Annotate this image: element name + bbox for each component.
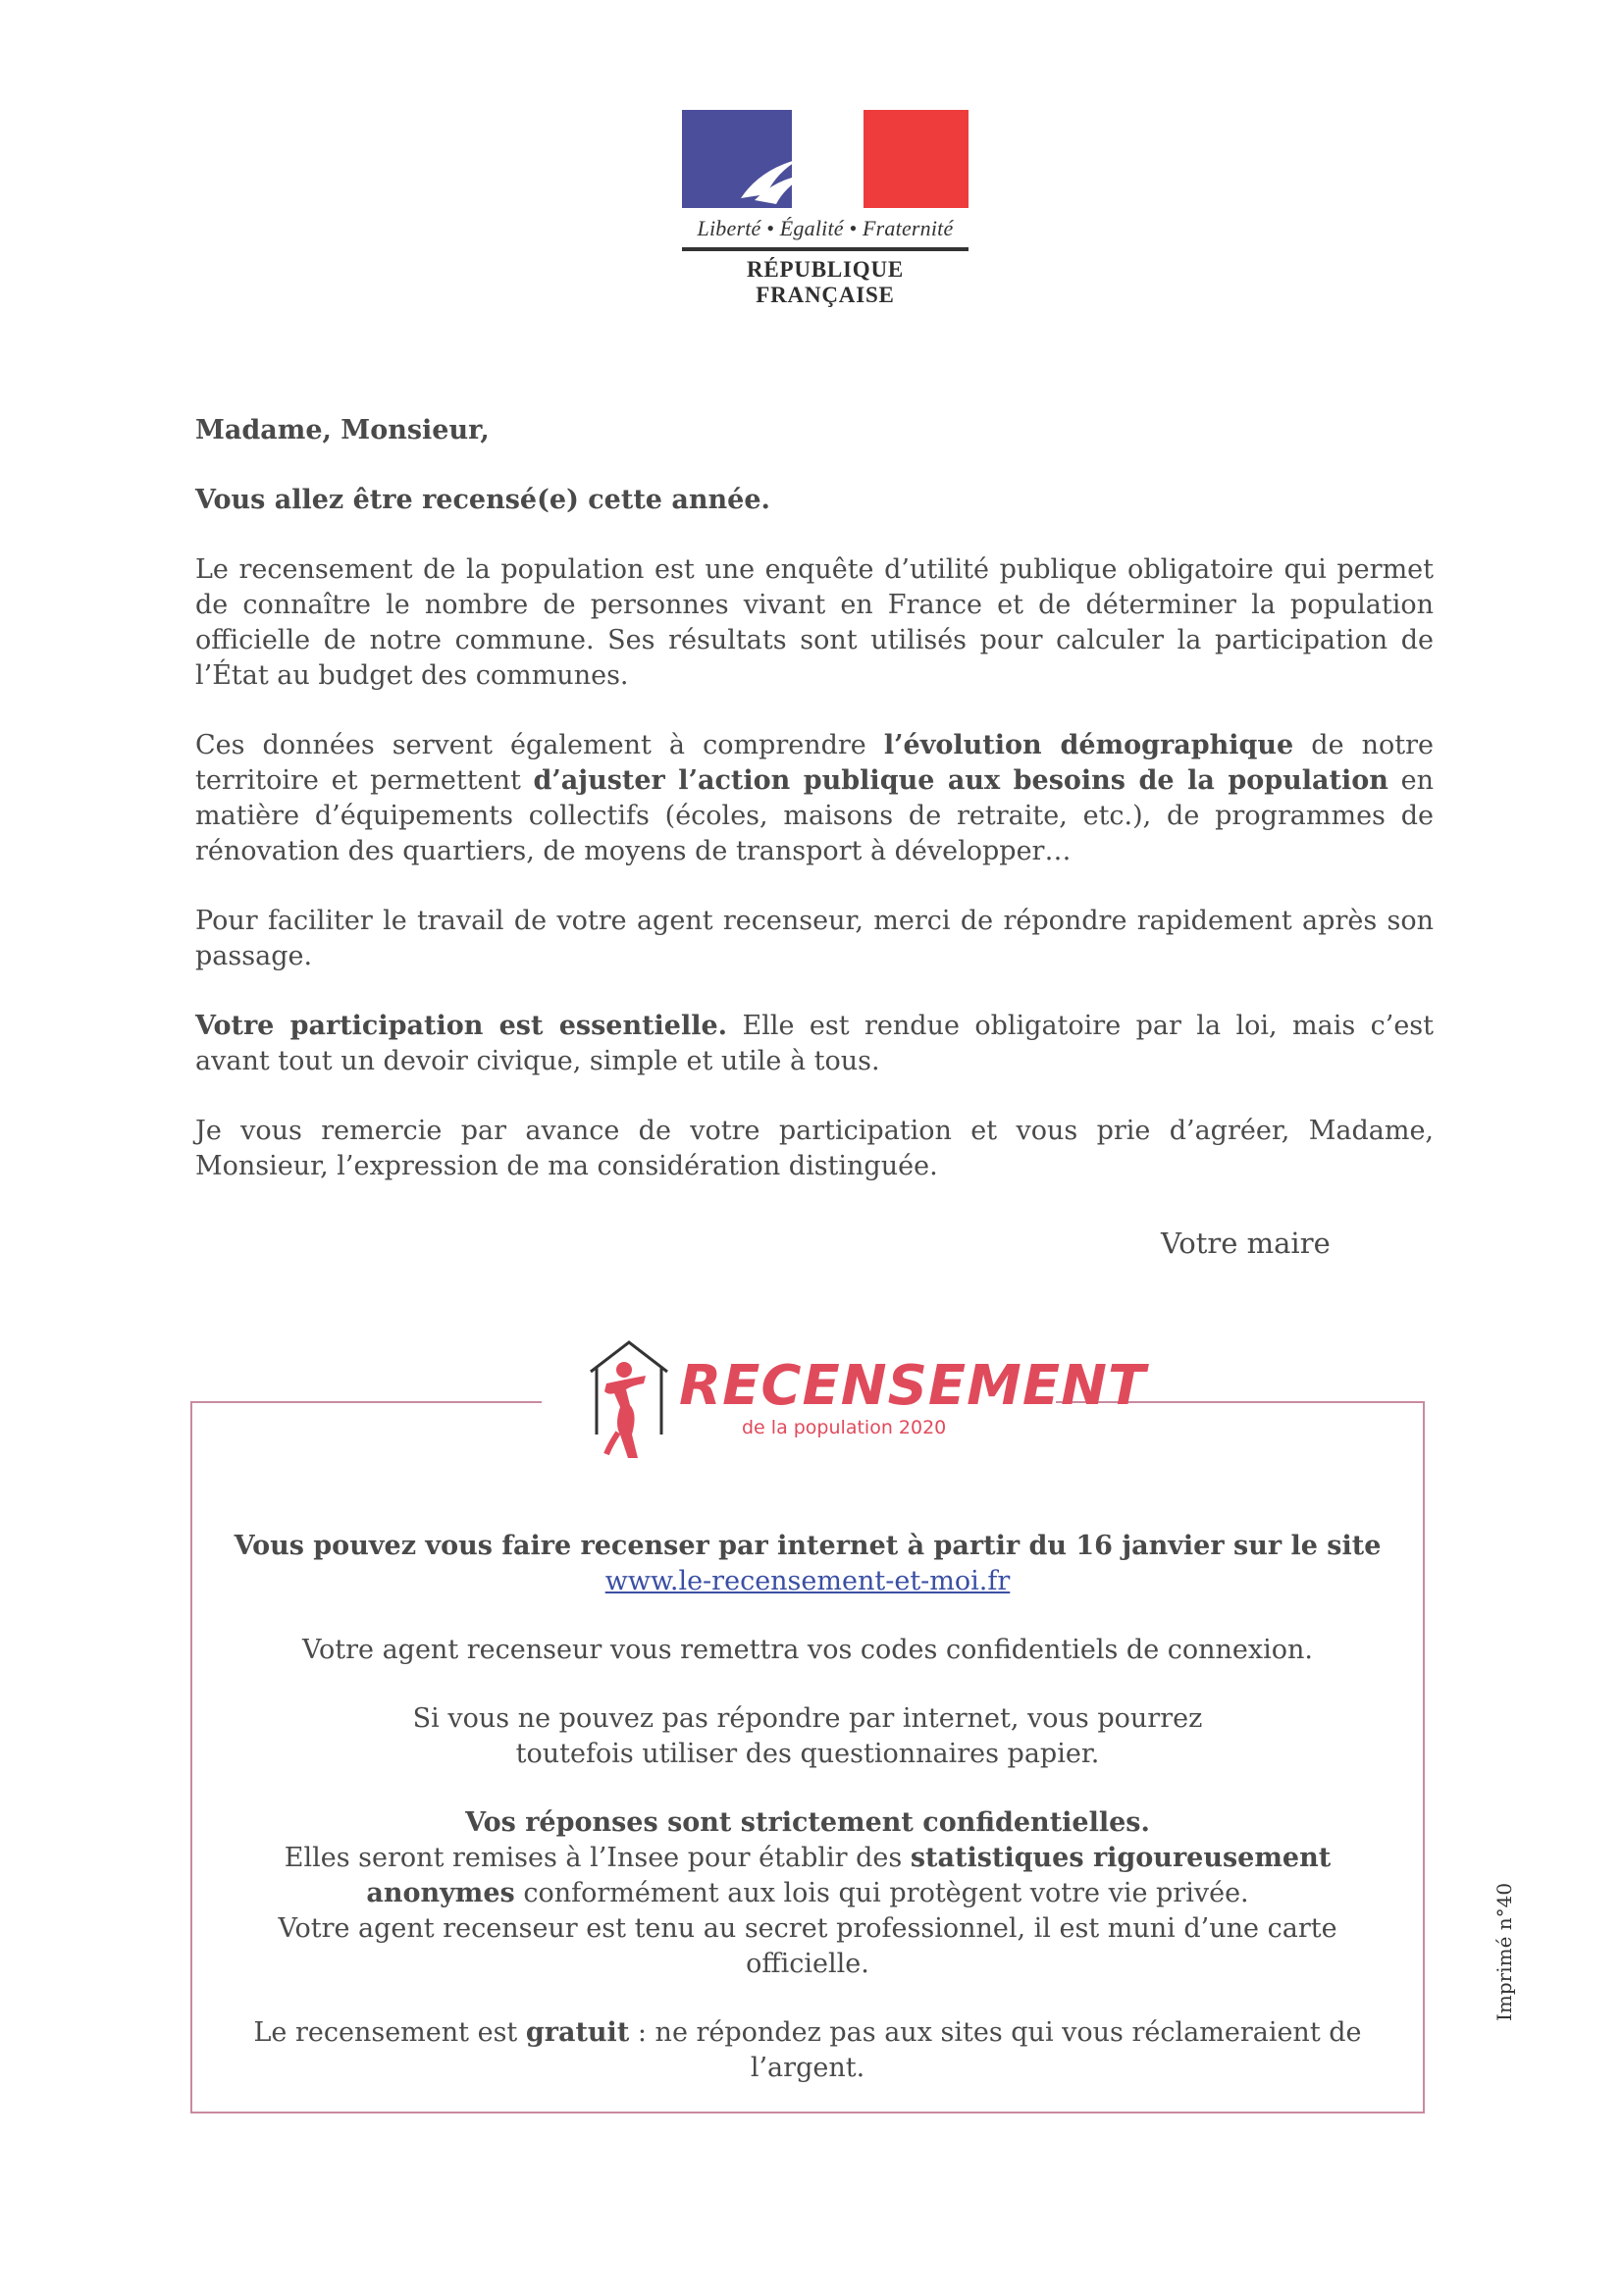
paragraph-agent: Pour faciliter le travail de votre agent recenseur, merci de répondre rapidement après son passage.: [195, 906, 1434, 971]
codes-notice: Votre agent recenseur vous remettra vos codes confidentiels de connexion.: [301, 1635, 1313, 1665]
census-details: [216, 1529, 1399, 2119]
internet-notice: Vous pouvez vous faire recenser par internet à partir du 16 janvier sur le site www.le-recensement-et-moi.fr: [234, 1531, 1382, 1596]
logo-divider: [682, 247, 969, 251]
census-website-link[interactable]: www.le-recensement-et-moi.fr: [604, 1566, 1011, 1596]
signature: Votre maire: [1161, 1226, 1331, 1260]
paragraph-closing: Je vous remercie par avance de votre participation et vous prie d’agréer, Madame, Monsieur, l’expression de ma considération distinguée.: [195, 1116, 1434, 1181]
motto: Liberté • Égalité • Fraternité: [697, 216, 954, 240]
paragraph-purpose: Le recensement de la population est une enquête d’utilité publique obligatoire qui permet de connaître le nombre de personnes vivant en France et de déterminer la population officielle de notre commune. Ses résultats sont utilisés pour calculer la participation de l’État au budget des communes.: [195, 554, 1434, 691]
paragraph-participation: Votre participation est essentielle. Elle est rendue obligatoire par la loi, mais c’est avant tout un devoir civique, simple et utile à tous.: [195, 1011, 1434, 1076]
paragraph-usage: Ces données servent également à comprendre l’évolution démographique de notre territoire et permettent d’ajuster l’action publique aux besoins de la population en matière d’équipements collectifs (écoles, maisons de retraite, etc.), de programmes de rénovation des quartiers, de moyens de transport à développer…: [195, 730, 1435, 866]
marianne-flag-icon: [682, 110, 969, 208]
house-figure-icon: [585, 1336, 673, 1462]
confidentiality-notice: Vos réponses sont strictement confidentielles. Elles seront remises à l’Insee pour établir des statistiques rigoureusement anonymes conformément aux lois qui protègent votre vie privée. Votre agent recenseur est tenu au secret professionnel, il est muni d’une carte officielle.: [278, 1807, 1337, 1979]
republic-name: RÉPUBLIQUE FRANÇAISE: [746, 257, 905, 307]
salutation: Madame, Monsieur,: [195, 415, 490, 445]
recensement-wordmark: RECENSEMENT: [679, 1354, 1147, 1418]
republique-francaise-logo: [675, 110, 975, 308]
paper-notice: Si vous ne pouvez pas répondre par internet, vous pourrez toutefois utiliser des questionnaires papier.: [412, 1703, 1203, 1769]
lead-sentence: Vous allez être recensé(e) cette année.: [195, 485, 770, 515]
letter-body: [195, 413, 1434, 1219]
free-notice: Le recensement est gratuit : ne répondez pas aux sites qui vous réclameraient de l’argent.: [253, 2017, 1362, 2083]
recensement-logo: [585, 1336, 1147, 1462]
recensement-subtitle: de la population 2020: [742, 1417, 947, 1438]
imprint-number: Imprimé n°40: [1492, 1882, 1516, 2021]
